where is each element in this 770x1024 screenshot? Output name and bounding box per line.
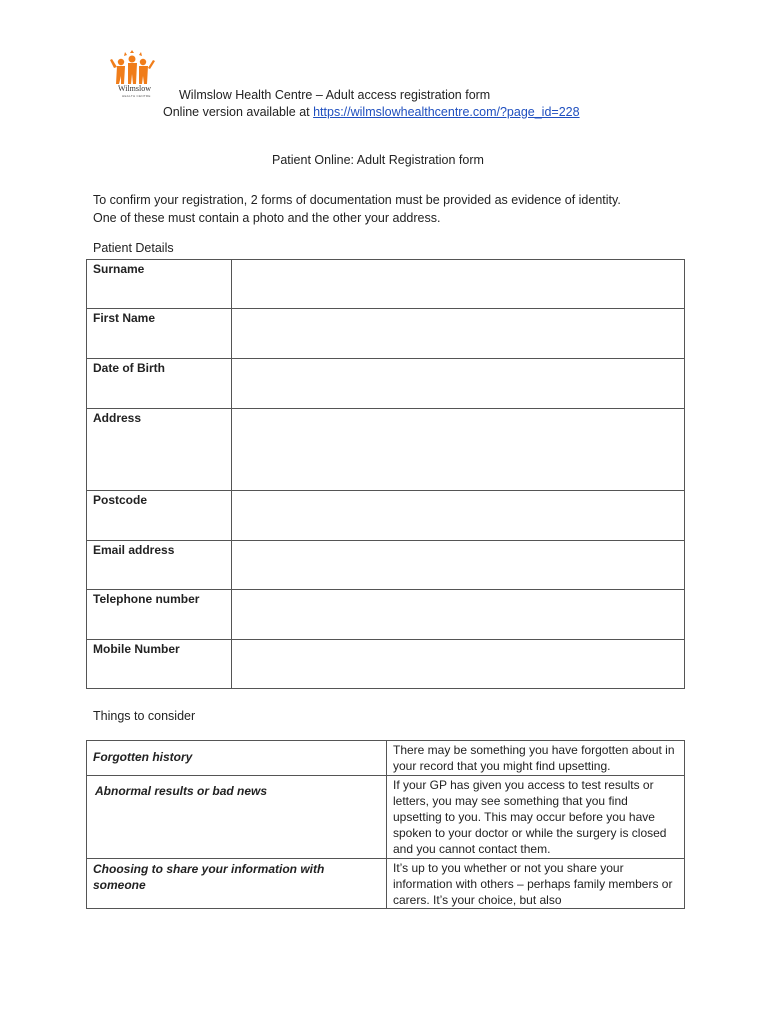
header-online-version (163, 105, 580, 119)
telephone-number-field[interactable] (232, 590, 685, 640)
online-version-prefix: Online version available at (163, 105, 314, 119)
table-row (87, 741, 685, 776)
consider-desc-abnormal-results: If your GP has given you access to test results or letters, you may see something that you find upsetting to you. This may occur before you have spoken to your doctor or while the surgery is closed and you cannot contact them. (387, 776, 685, 859)
intro-text (93, 191, 693, 227)
table-row (87, 409, 685, 491)
online-version-link[interactable]: https://wilmslowhealthcentre.com/?page_id=228 (313, 105, 580, 119)
form-title: Patient Online: Adult Registration form (272, 153, 484, 167)
things-to-consider-table (86, 740, 685, 909)
logo-subtext: HEALTH CENTRE (122, 94, 151, 98)
field-label-date-of-birth: Date of Birth (87, 359, 232, 409)
patient-details-heading: Patient Details (93, 241, 174, 255)
consider-desc-sharing-information (387, 859, 685, 909)
field-label-mobile-number: Mobile Number (87, 640, 232, 689)
table-row (87, 640, 685, 689)
date-of-birth-field[interactable] (232, 359, 685, 409)
address-field[interactable] (232, 409, 685, 491)
mobile-number-field[interactable] (232, 640, 685, 689)
things-to-consider-heading: Things to consider (93, 709, 196, 723)
table-row (87, 590, 685, 640)
field-label-first-name: First Name (87, 309, 232, 359)
table-row (87, 260, 685, 309)
field-label-postcode: Postcode (87, 491, 232, 541)
field-label-address: Address (87, 409, 232, 491)
table-row (87, 776, 685, 859)
field-label-telephone-number: Telephone number (87, 590, 232, 640)
table-row (87, 541, 685, 590)
table-row (87, 359, 685, 409)
consider-topic-sharing-information: Choosing to share your information with someone (87, 859, 387, 909)
intro-line-2: One of these must contain a photo and the other your address. (93, 211, 441, 225)
header-title: Wilmslow Health Centre – Adult access registration form (179, 88, 491, 102)
consider-topic-abnormal-results: Abnormal results or bad news (87, 776, 387, 859)
surname-field[interactable] (232, 260, 685, 309)
table-row (87, 859, 685, 909)
logo-text: Wilmslow (118, 84, 152, 93)
patient-details-table (86, 259, 685, 689)
field-label-email-address: Email address (87, 541, 232, 590)
consider-desc-sharing-text: It’s up to you whether or not you share your information with others – perhaps family members or carers. It’s your choice, but also (393, 861, 673, 907)
email-address-field[interactable] (232, 541, 685, 590)
consider-topic-forgotten-history: Forgotten history (87, 741, 387, 776)
first-name-field[interactable] (232, 309, 685, 359)
intro-line-1: To confirm your registration, 2 forms of documentation must be provided as evidence of identity. (93, 193, 621, 207)
table-row (87, 309, 685, 359)
consider-desc-forgotten-history: There may be something you have forgotten about in your record that you might find upsetting. (387, 741, 685, 776)
table-row (87, 491, 685, 541)
postcode-field[interactable] (232, 491, 685, 541)
field-label-surname: Surname (87, 260, 232, 309)
